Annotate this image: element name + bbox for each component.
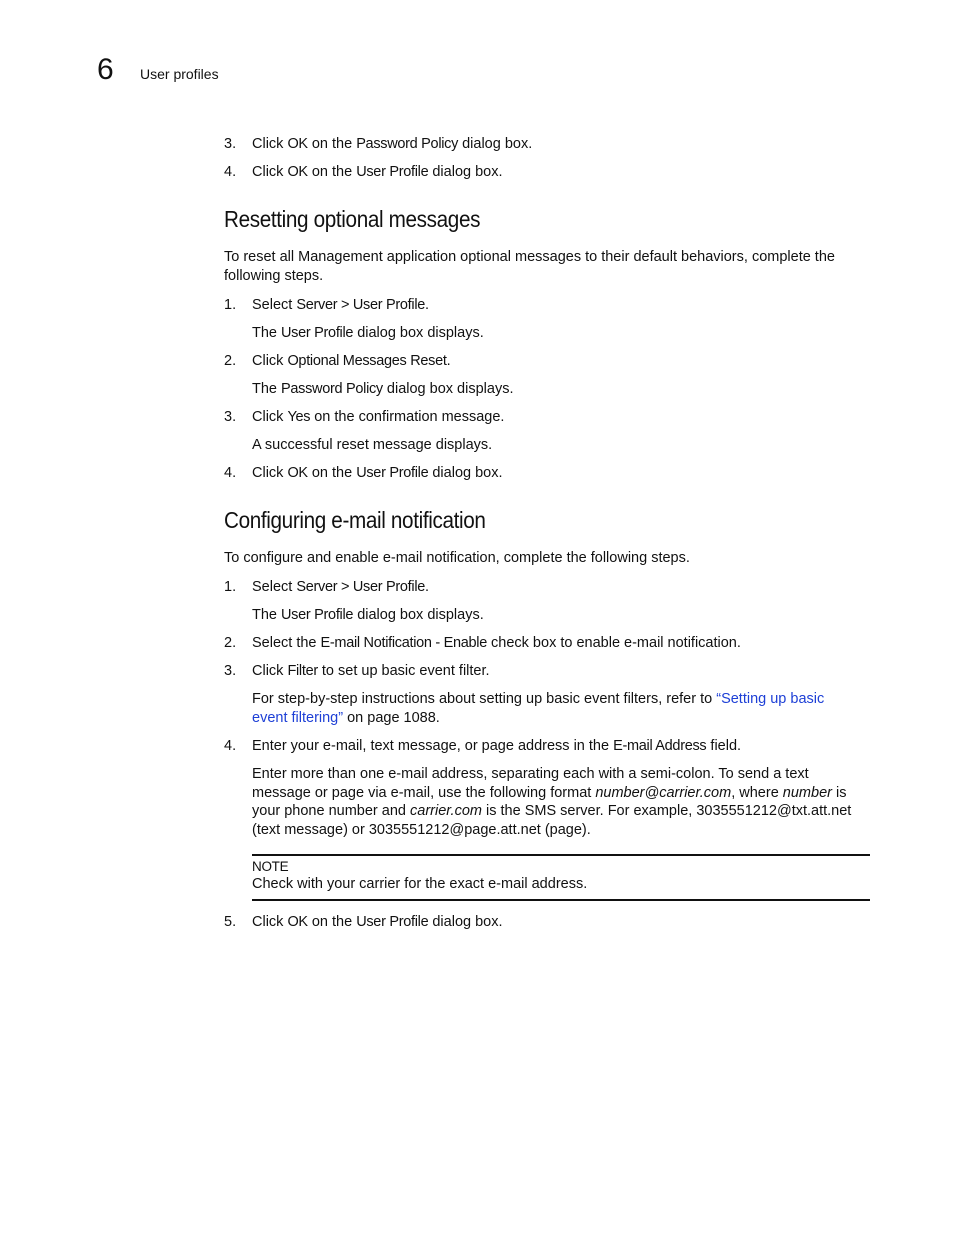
chapter-number: 6 <box>97 53 114 86</box>
setting-up-basic-event-filtering-link[interactable]: “Setting up basic <box>716 691 825 707</box>
ok-label: OK <box>287 136 308 152</box>
s2-step-4-detail-line2: message or page via e-mail, use the following format number@carrier.com, where number is <box>252 785 847 801</box>
section-heading-configuring: Configuring e-mail notification <box>224 507 486 533</box>
ok-label: OK <box>287 164 308 180</box>
password-policy-label: Password Policy <box>356 136 459 152</box>
s1-step-1-result: The User Profile dialog box displays. <box>252 325 484 341</box>
s1-step-3-result: A successful reset message displays. <box>252 437 493 453</box>
running-title: User profiles <box>140 66 219 82</box>
s2-step-3-detail-line2: event filtering” on page 1088. <box>252 710 440 726</box>
section2-intro: To configure and enable e-mail notification, complete the following steps. <box>224 550 690 566</box>
note-top-rule <box>252 854 870 856</box>
s2-step-1-result: The User Profile dialog box displays. <box>252 607 484 623</box>
section1-intro-line1: To reset all Management application optional messages to their default behaviors, complete the <box>224 249 835 265</box>
note-text: Check with your carrier for the exact e-mail address. <box>252 876 588 892</box>
section1-intro-line2: following steps. <box>224 268 324 284</box>
setting-up-basic-event-filtering-link-cont[interactable]: event filtering” <box>252 710 344 726</box>
section-heading-resetting: Resetting optional messages <box>224 206 481 232</box>
note-bottom-rule <box>252 899 870 901</box>
note-label: NOTE <box>252 859 289 874</box>
user-profile-label: User Profile <box>356 164 429 180</box>
s1-step-2-result: The Password Policy dialog box displays. <box>252 381 514 397</box>
s2-step-4-detail-line3: your phone number and carrier.com is the SMS server. For example, 3035551212@txt.att.net <box>252 803 852 819</box>
s2-step-3-detail-line1: For step-by-step instructions about setting up basic event filters, refer to “Setting up basic <box>252 691 825 707</box>
s2-step-4-detail-line1: Enter more than one e-mail address, separating each with a semi-colon. To send a text <box>252 766 809 782</box>
s2-step-4-detail-line4: (text message) or 3035551212@page.att.net (page). <box>252 822 591 838</box>
